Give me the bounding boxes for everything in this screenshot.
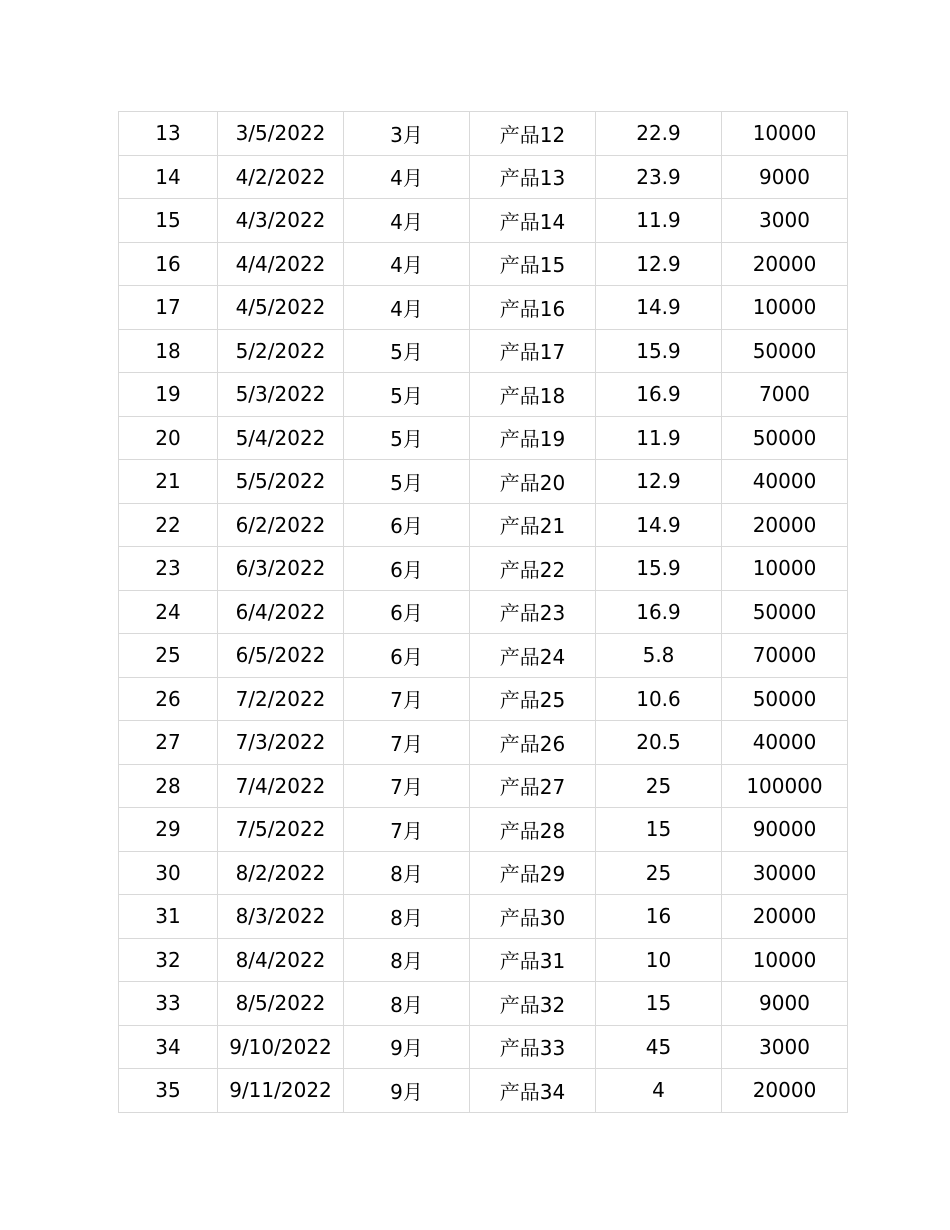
date-cell: 6/2/2022: [218, 503, 344, 547]
product-cell: 产品32: [470, 982, 596, 1026]
table-row: [119, 808, 848, 852]
table-row: [119, 416, 848, 460]
table-row: [119, 764, 848, 808]
table-row: [119, 851, 848, 895]
product-cell: 产品12: [470, 112, 596, 156]
table-row: [119, 590, 848, 634]
quantity-cell: 9000: [722, 982, 848, 1026]
product-cell: 产品28: [470, 808, 596, 852]
product-cell: 产品23: [470, 590, 596, 634]
table-row: [119, 503, 848, 547]
row-number-cell: 21: [119, 460, 218, 504]
quantity-cell: 20000: [722, 895, 848, 939]
row-number-cell: 17: [119, 286, 218, 330]
date-cell: 7/4/2022: [218, 764, 344, 808]
table-row: [119, 155, 848, 199]
month-cell: 8月: [344, 895, 470, 939]
month-cell: 5月: [344, 460, 470, 504]
quantity-cell: 3000: [722, 1025, 848, 1069]
row-number-cell: 30: [119, 851, 218, 895]
price-cell: 20.5: [596, 721, 722, 765]
date-cell: 5/2/2022: [218, 329, 344, 373]
row-number-cell: 29: [119, 808, 218, 852]
product-cell: 产品30: [470, 895, 596, 939]
date-cell: 7/5/2022: [218, 808, 344, 852]
row-number-cell: 15: [119, 199, 218, 243]
quantity-cell: 7000: [722, 373, 848, 417]
date-cell: 8/3/2022: [218, 895, 344, 939]
quantity-cell: 10000: [722, 938, 848, 982]
month-cell: 4月: [344, 242, 470, 286]
quantity-cell: 3000: [722, 199, 848, 243]
product-cell: 产品31: [470, 938, 596, 982]
row-number-cell: 34: [119, 1025, 218, 1069]
price-cell: 12.9: [596, 242, 722, 286]
price-cell: 15.9: [596, 329, 722, 373]
date-cell: 4/5/2022: [218, 286, 344, 330]
month-cell: 9月: [344, 1069, 470, 1113]
table-row: [119, 938, 848, 982]
row-number-cell: 16: [119, 242, 218, 286]
month-cell: 5月: [344, 416, 470, 460]
date-cell: 5/5/2022: [218, 460, 344, 504]
table-row: [119, 199, 848, 243]
price-cell: 16.9: [596, 590, 722, 634]
row-number-cell: 13: [119, 112, 218, 156]
month-cell: 4月: [344, 286, 470, 330]
date-cell: 5/3/2022: [218, 373, 344, 417]
price-cell: 10.6: [596, 677, 722, 721]
quantity-cell: 100000: [722, 764, 848, 808]
table-row: [119, 982, 848, 1026]
month-cell: 7月: [344, 808, 470, 852]
date-cell: 8/5/2022: [218, 982, 344, 1026]
date-cell: 4/2/2022: [218, 155, 344, 199]
price-cell: 10: [596, 938, 722, 982]
price-cell: 23.9: [596, 155, 722, 199]
month-cell: 5月: [344, 373, 470, 417]
table-row: [119, 112, 848, 156]
table-row: [119, 634, 848, 678]
month-cell: 8月: [344, 938, 470, 982]
month-cell: 7月: [344, 721, 470, 765]
quantity-cell: 30000: [722, 851, 848, 895]
product-cell: 产品27: [470, 764, 596, 808]
product-cell: 产品24: [470, 634, 596, 678]
row-number-cell: 32: [119, 938, 218, 982]
product-cell: 产品13: [470, 155, 596, 199]
table-row: [119, 1025, 848, 1069]
quantity-cell: 70000: [722, 634, 848, 678]
price-cell: 25: [596, 851, 722, 895]
month-cell: 9月: [344, 1025, 470, 1069]
month-cell: 6月: [344, 590, 470, 634]
quantity-cell: 40000: [722, 460, 848, 504]
date-cell: 7/2/2022: [218, 677, 344, 721]
date-cell: 6/3/2022: [218, 547, 344, 591]
table-row: [119, 242, 848, 286]
table-row: [119, 373, 848, 417]
quantity-cell: 10000: [722, 286, 848, 330]
table-body: [119, 112, 848, 1113]
row-number-cell: 35: [119, 1069, 218, 1113]
product-cell: 产品26: [470, 721, 596, 765]
date-cell: 4/4/2022: [218, 242, 344, 286]
row-number-cell: 20: [119, 416, 218, 460]
row-number-cell: 18: [119, 329, 218, 373]
product-cell: 产品29: [470, 851, 596, 895]
quantity-cell: 90000: [722, 808, 848, 852]
quantity-cell: 20000: [722, 1069, 848, 1113]
row-number-cell: 31: [119, 895, 218, 939]
row-number-cell: 14: [119, 155, 218, 199]
date-cell: 9/11/2022: [218, 1069, 344, 1113]
date-cell: 9/10/2022: [218, 1025, 344, 1069]
price-cell: 5.8: [596, 634, 722, 678]
table-row: [119, 286, 848, 330]
price-cell: 25: [596, 764, 722, 808]
product-cell: 产品14: [470, 199, 596, 243]
row-number-cell: 28: [119, 764, 218, 808]
month-cell: 4月: [344, 199, 470, 243]
month-cell: 5月: [344, 329, 470, 373]
quantity-cell: 40000: [722, 721, 848, 765]
month-cell: 6月: [344, 634, 470, 678]
product-cell: 产品15: [470, 242, 596, 286]
row-number-cell: 23: [119, 547, 218, 591]
month-cell: 8月: [344, 982, 470, 1026]
month-cell: 7月: [344, 677, 470, 721]
date-cell: 8/2/2022: [218, 851, 344, 895]
quantity-cell: 9000: [722, 155, 848, 199]
table-row: [119, 460, 848, 504]
row-number-cell: 33: [119, 982, 218, 1026]
quantity-cell: 10000: [722, 547, 848, 591]
product-cell: 产品22: [470, 547, 596, 591]
row-number-cell: 22: [119, 503, 218, 547]
row-number-cell: 24: [119, 590, 218, 634]
date-cell: 4/3/2022: [218, 199, 344, 243]
price-cell: 4: [596, 1069, 722, 1113]
price-cell: 15: [596, 808, 722, 852]
row-number-cell: 25: [119, 634, 218, 678]
price-cell: 11.9: [596, 416, 722, 460]
table-row: [119, 329, 848, 373]
date-cell: 8/4/2022: [218, 938, 344, 982]
product-cell: 产品33: [470, 1025, 596, 1069]
month-cell: 3月: [344, 112, 470, 156]
price-cell: 15: [596, 982, 722, 1026]
price-cell: 16.9: [596, 373, 722, 417]
quantity-cell: 20000: [722, 242, 848, 286]
quantity-cell: 10000: [722, 112, 848, 156]
date-cell: 6/5/2022: [218, 634, 344, 678]
date-cell: 7/3/2022: [218, 721, 344, 765]
table-row: [119, 1069, 848, 1113]
date-cell: 6/4/2022: [218, 590, 344, 634]
product-cell: 产品34: [470, 1069, 596, 1113]
quantity-cell: 20000: [722, 503, 848, 547]
month-cell: 7月: [344, 764, 470, 808]
row-number-cell: 26: [119, 677, 218, 721]
month-cell: 6月: [344, 547, 470, 591]
table-row: [119, 547, 848, 591]
data-table: [118, 111, 848, 1113]
product-cell: 产品20: [470, 460, 596, 504]
price-cell: 12.9: [596, 460, 722, 504]
product-cell: 产品16: [470, 286, 596, 330]
price-cell: 11.9: [596, 199, 722, 243]
product-cell: 产品17: [470, 329, 596, 373]
product-cell: 产品25: [470, 677, 596, 721]
row-number-cell: 19: [119, 373, 218, 417]
price-cell: 15.9: [596, 547, 722, 591]
row-number-cell: 27: [119, 721, 218, 765]
date-cell: 5/4/2022: [218, 416, 344, 460]
product-cell: 产品21: [470, 503, 596, 547]
table-row: [119, 721, 848, 765]
price-cell: 45: [596, 1025, 722, 1069]
month-cell: 6月: [344, 503, 470, 547]
price-cell: 14.9: [596, 503, 722, 547]
price-cell: 14.9: [596, 286, 722, 330]
month-cell: 8月: [344, 851, 470, 895]
quantity-cell: 50000: [722, 329, 848, 373]
quantity-cell: 50000: [722, 416, 848, 460]
price-cell: 16: [596, 895, 722, 939]
product-cell: 产品18: [470, 373, 596, 417]
quantity-cell: 50000: [722, 677, 848, 721]
table-row: [119, 677, 848, 721]
date-cell: 3/5/2022: [218, 112, 344, 156]
month-cell: 4月: [344, 155, 470, 199]
price-cell: 22.9: [596, 112, 722, 156]
table-row: [119, 895, 848, 939]
product-cell: 产品19: [470, 416, 596, 460]
quantity-cell: 50000: [722, 590, 848, 634]
